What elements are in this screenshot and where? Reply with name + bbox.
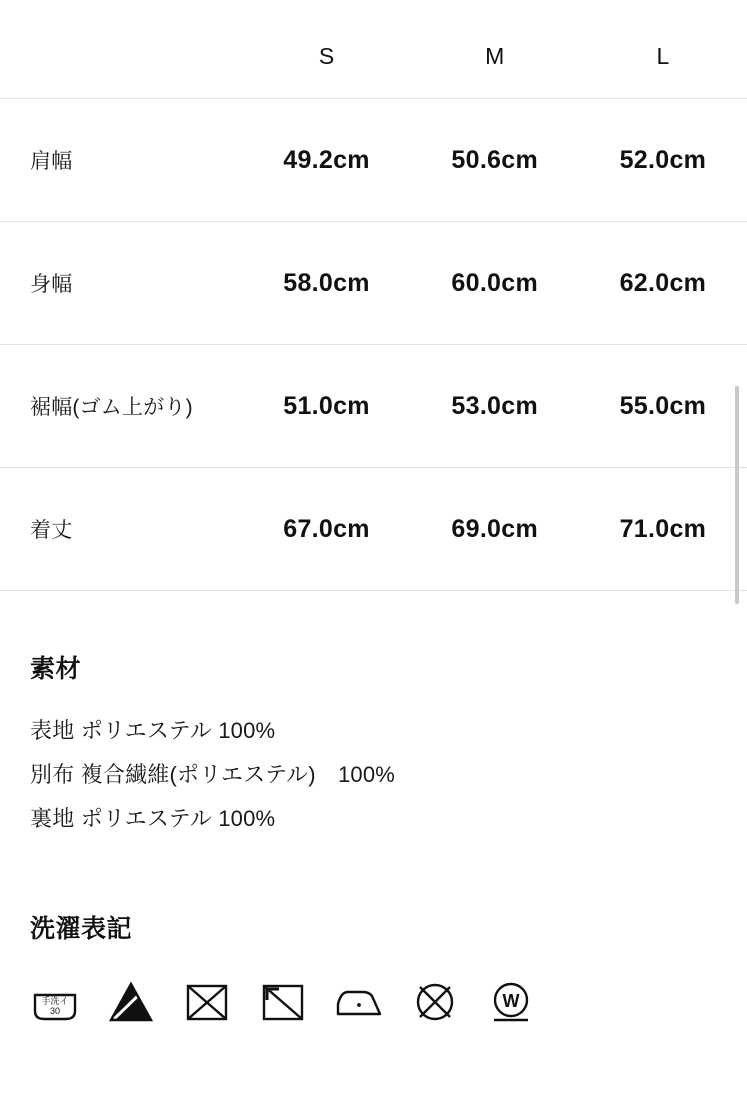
size-table	[0, 14, 747, 591]
material-section	[0, 649, 747, 841]
row-1-value-m: 60.0cm	[451, 268, 538, 297]
row-3-value-l: 71.0cm	[619, 514, 707, 543]
size-header-m: M	[485, 42, 505, 69]
svg-text:W: W	[502, 991, 520, 1011]
drip-dry-in-shade-icon	[258, 977, 308, 1027]
size-table-header-row	[0, 14, 747, 99]
size-table-header	[0, 14, 747, 99]
wet-clean-icon	[486, 977, 536, 1027]
size-table-body	[0, 99, 747, 591]
row-1-value-s: 58.0cm	[283, 268, 370, 297]
row-0-value-s: 49.2cm	[283, 145, 370, 174]
hand-wash-30-icon	[30, 977, 80, 1027]
material-line-contrast: 別布 複合繊維(ポリエステル) 100%	[30, 762, 396, 787]
no-dry-clean-icon	[410, 977, 460, 1027]
row-label-chest: 身幅	[30, 273, 73, 296]
row-label-length: 着丈	[30, 519, 73, 542]
row-1-value-l: 62.0cm	[619, 268, 707, 297]
table-row	[0, 468, 747, 591]
row-2-value-s: 51.0cm	[283, 391, 370, 420]
size-table-label-header	[0, 14, 242, 99]
product-detail-page	[0, 14, 747, 1094]
care-icon-list	[30, 971, 717, 1027]
care-section-title: 洗濯表記	[30, 915, 133, 943]
row-3-value-s: 67.0cm	[283, 514, 370, 543]
svg-text:30: 30	[49, 1006, 61, 1016]
no-chlorine-bleach-icon	[106, 977, 156, 1027]
row-0-value-m: 50.6cm	[451, 145, 538, 174]
svg-text:手洗イ: 手洗イ	[41, 996, 69, 1006]
material-section-title: 素材	[30, 655, 82, 683]
care-section	[0, 909, 747, 1027]
row-2-value-l: 55.0cm	[619, 391, 707, 420]
no-tumble-dry-icon	[182, 977, 232, 1027]
scrollbar-thumb[interactable]	[735, 386, 739, 604]
size-header-l: L	[656, 42, 670, 69]
material-line-outer: 表地 ポリエステル 100%	[30, 718, 276, 743]
table-row	[0, 222, 747, 345]
row-0-value-l: 52.0cm	[619, 145, 707, 174]
iron-low-icon	[334, 977, 384, 1027]
table-row	[0, 99, 747, 222]
row-label-shoulder: 肩幅	[30, 150, 73, 173]
size-header-s: S	[318, 42, 335, 69]
row-label-hem: 裾幅(ゴム上がり)	[30, 396, 193, 419]
row-2-value-m: 53.0cm	[451, 391, 538, 420]
table-row	[0, 345, 747, 468]
material-line-lining: 裏地 ポリエステル 100%	[30, 806, 276, 831]
row-3-value-m: 69.0cm	[451, 514, 538, 543]
